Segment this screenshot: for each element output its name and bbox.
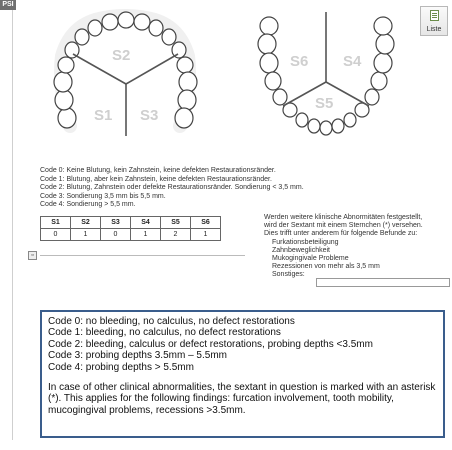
header-s3: S3 (101, 217, 131, 229)
findings-text (264, 214, 423, 280)
finding-item: Rezessionen von mehr als 3,5 mm (272, 263, 380, 271)
table-header-row (41, 217, 221, 229)
value-s6[interactable]: 1 (191, 229, 221, 241)
psi-tab[interactable]: PSI (0, 0, 16, 10)
finding-item: Furkationsbeteiligung (272, 238, 339, 246)
findings-intro-3: Dies trifft unter anderem für folgende Befunde zu: (264, 230, 418, 238)
translation-box (40, 310, 445, 438)
code-1-text: Code 1: Blutung, aber kein Zahnstein, keine defekten Restaurationsränder. (40, 175, 272, 183)
findings-intro-2: wird der Sextant mit einem Sternchen (*) versehen. (264, 222, 423, 230)
code-2-text: Code 2: Blutung, Zahnstein oder defekte Restaurationsränder. Sondierung < 3,5 mm. (40, 184, 304, 192)
sextant-table (40, 216, 221, 241)
translation-code-0: Code 0: no bleeding, no calculus, no defect restorations (48, 316, 295, 327)
translation-paragraph: In case of other clinical abnormalities, the sextant in question is marked with an asterisk (*). This applies for the following findings: furcation involvement, tooth mobility, mucogingival problems, recessions >3.5mm. (48, 382, 436, 416)
translation-code-1: Code 1: bleeding, no calculus, no defect restorations (48, 327, 281, 339)
expand-icon[interactable]: ▫ (28, 251, 37, 260)
table-row (41, 229, 221, 241)
translation-code-3: Code 3: probing depths 3.5mm – 5.5mm (48, 350, 227, 362)
sextant-label-s3: S3 (140, 107, 159, 124)
findings-intro-1: Werden weitere klinische Abnormitäten festgestellt, (264, 214, 423, 221)
translation-code-2: Code 2: bleeding, calculus or defect restorations, probing depths <3.5mm (48, 338, 373, 350)
separator-line (40, 255, 245, 256)
other-findings-input[interactable] (316, 278, 450, 287)
value-s3[interactable]: 0 (101, 229, 131, 241)
value-s1[interactable]: 0 (41, 229, 71, 241)
code-legend (40, 167, 304, 210)
sextant-label-s6: S6 (290, 53, 309, 70)
value-s5[interactable]: 2 (161, 229, 191, 241)
finding-item: Zahnbeweglichkeit (272, 246, 330, 254)
header-s2: S2 (71, 217, 101, 229)
finding-item: Mukogingivale Probleme (272, 255, 349, 263)
code-3-text: Code 3: Sondierung 3,5 mm bis 5,5 mm. (40, 192, 166, 200)
other-label: Sonstiges: (272, 271, 305, 279)
value-s4[interactable]: 1 (131, 229, 161, 241)
translation-code-4: Code 4: probing depths > 5.5mm (48, 361, 194, 373)
code-4-text: Code 4: Sondierung > 5,5 mm. (40, 201, 136, 209)
header-s1: S1 (41, 217, 71, 229)
liste-button-label: Liste (426, 26, 442, 33)
list-document-icon (430, 10, 439, 21)
code-0-text: Code 0: Keine Blutung, kein Zahnstein, keine defekten Restaurationsränder. (40, 167, 276, 174)
header-s5: S5 (161, 217, 191, 229)
value-s2[interactable]: 1 (71, 229, 101, 241)
sextant-label-s5: S5 (315, 95, 334, 112)
sextant-label-s1: S1 (94, 107, 113, 124)
sextant-label-s2: S2 (112, 47, 131, 64)
header-s4: S4 (131, 217, 161, 229)
lower-jaw-chart[interactable] (245, 8, 415, 148)
sextant-label-s4: S4 (343, 53, 362, 70)
header-s6: S6 (191, 217, 221, 229)
upper-jaw-chart[interactable] (40, 8, 210, 148)
liste-button[interactable] (420, 6, 448, 36)
left-divider (12, 0, 13, 440)
